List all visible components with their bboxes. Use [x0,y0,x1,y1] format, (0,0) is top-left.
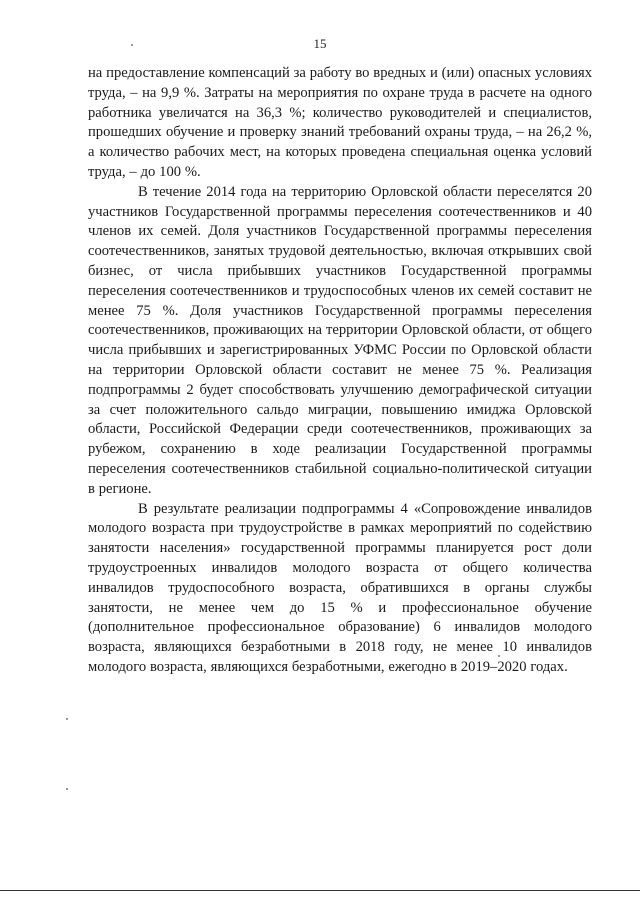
document-body [88,64,592,678]
scan-speck [66,788,68,790]
paragraph-labor-protection: на предоставление компенсаций за работу во вредных и (или) опасных условиях труда, – на 9,9 %. Затраты на мероприятия по охране труда в расчете на одного работника увеличатся на 36,3 %; количество руководителей и специалистов, прошедших обучение и проверку знаний требований охраны труда, – на 26,2 %, а количество рабочих мест, на которых проведена специальная оценка условий труда, – до 100 %. [88,65,592,180]
page-number: 15 [313,36,327,51]
scan-speck [131,44,133,46]
page-bottom-edge [0,890,640,891]
paragraph-resettlement-program: В течение 2014 года на территорию Орловской области переселятся 20 участников Государственной программы переселения соотечественников и 40 членов их семей. Доля участников Государственной программы переселения соотечественников, занятых трудовой деятельностью, включая открывших свой бизнес, от числа прибывших участников Государственной программы переселения соотечественников и трудоспособных членов их семей составит не менее 75 %. Доля участников Государственной программы переселения соотечественников, проживающих на территории Орловской области, от общего числа прибывших и зарегистрированных УФМС России по Орловской области на территории Орловской области составит не менее 75 %. Реализация подпрограммы 2 будет способствовать улучшению демографической ситуации за счет положительного сальдо миграции, повышению имиджа Орловской области, Российской Федерации среди соотечественников, проживающих за рубежом, сохранению в ходе реализации Государственной программы переселения соотечественников стабильной социально-политической ситуации в регионе. [88,183,592,497]
scan-speck [66,718,68,720]
paragraph-disabled-youth-employment: В результате реализации подпрограммы 4 «Сопровождение инвалидов молодого возраста при трудоустройстве в рамках мероприятий по содействию занятости населения» государственной программы планируется рост доли трудоустроенных инвалидов молодого возраста от общего количества инвалидов трудоспособного возраста, обратившихся в органы службы занятости, не менее чем до 15 % и профессиональное обучение (дополнительное профессиональное образование) 6 инвалидов молодого возраста, являющихся безработными в 2018 году, не менее 10 инвалидов молодого возраста, являющихся безработными, ежегодно в 2019–2020 годах. [88,500,592,675]
scan-speck [498,655,500,657]
